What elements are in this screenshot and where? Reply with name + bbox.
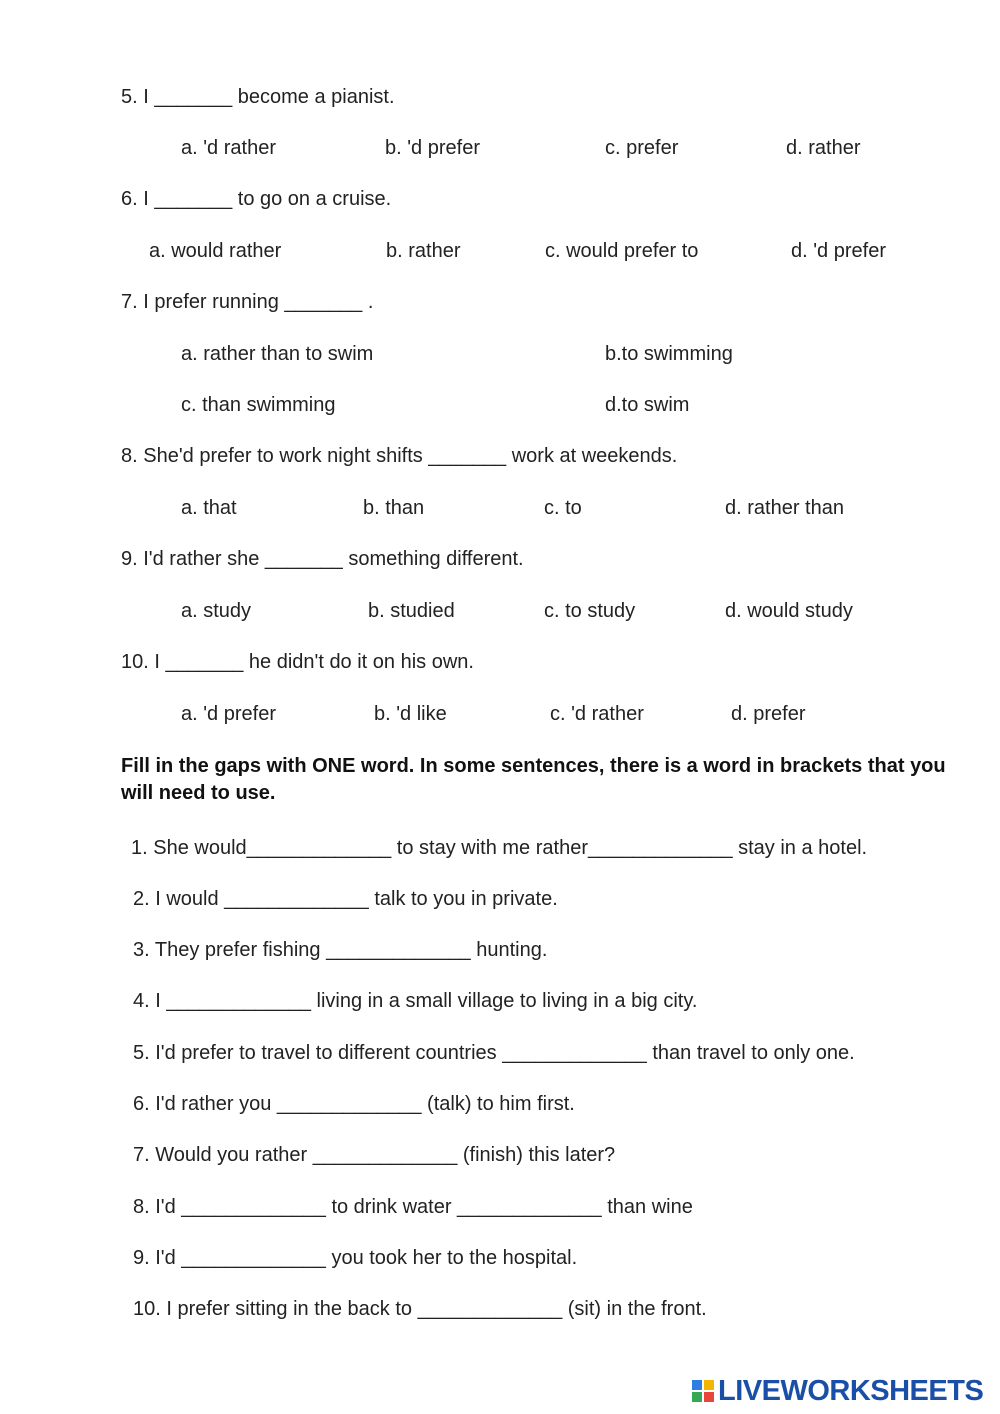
question-10-option-a[interactable]: a. 'd prefer xyxy=(181,703,276,725)
liveworksheets-logo xyxy=(692,1376,983,1406)
question-6-option-c[interactable]: c. would prefer to xyxy=(545,240,699,262)
question-8-option-a[interactable]: a. that xyxy=(181,497,237,519)
question-5-option-d[interactable]: d. rather xyxy=(786,137,861,159)
logo-square-green xyxy=(692,1392,702,1402)
fill-item-5[interactable]: 5. I'd prefer to travel to different countries _____________ than travel to only one. xyxy=(133,1042,855,1064)
question-10-option-b[interactable]: b. 'd like xyxy=(374,703,447,725)
question-9-option-a[interactable]: a. study xyxy=(181,600,252,622)
question-5-option-a[interactable]: a. 'd rather xyxy=(181,137,276,159)
question-7-option-a[interactable]: a. rather than to swim xyxy=(181,343,374,365)
question-9-stem: 9. I'd rather she _______ something different. xyxy=(121,548,524,570)
fill-item-3[interactable]: 3. They prefer fishing _____________ hunting. xyxy=(133,939,548,961)
question-7-stem: 7. I prefer running _______ . xyxy=(121,291,374,313)
question-9-option-d[interactable]: d. would study xyxy=(725,600,853,622)
question-5-option-b[interactable]: b. 'd prefer xyxy=(385,137,480,159)
question-10-stem: 10. I _______ he didn't do it on his own. xyxy=(121,651,474,673)
question-6-option-a[interactable]: a. would rather xyxy=(149,240,282,262)
question-6-option-d[interactable]: d. 'd prefer xyxy=(791,240,886,262)
fill-item-1[interactable]: 1. She would_____________ to stay with me rather_____________ stay in a hotel. xyxy=(131,837,868,859)
logo-text: LIVEWORKSHEETS xyxy=(718,1374,984,1407)
fill-item-8[interactable]: 8. I'd _____________ to drink water _____________ than wine xyxy=(133,1196,693,1218)
logo-mark-icon xyxy=(692,1380,714,1402)
question-7-option-c[interactable]: c. than swimming xyxy=(181,394,336,416)
fill-item-2[interactable]: 2. I would _____________ talk to you in private. xyxy=(133,888,558,910)
question-8-option-b[interactable]: b. than xyxy=(363,497,425,519)
question-9-option-b[interactable]: b. studied xyxy=(368,600,455,622)
logo-square-blue xyxy=(692,1380,702,1390)
fill-item-7[interactable]: 7. Would you rather _____________ (finish) this later? xyxy=(133,1144,616,1166)
question-6-option-b[interactable]: b. rather xyxy=(386,240,461,262)
question-8-option-c[interactable]: c. to xyxy=(544,497,582,519)
fill-item-6[interactable]: 6. I'd rather you _____________ (talk) to him first. xyxy=(133,1093,575,1115)
fill-item-4[interactable]: 4. I _____________ living in a small village to living in a big city. xyxy=(133,990,698,1012)
fill-gaps-instruction: Fill in the gaps with ONE word. In some sentences, there is a word in brackets that you will need to use. xyxy=(121,755,946,804)
question-5-stem: 5. I _______ become a pianist. xyxy=(121,86,395,108)
question-7-option-d[interactable]: d.to swim xyxy=(605,394,690,416)
question-7-option-b[interactable]: b.to swimming xyxy=(605,343,733,365)
fill-item-10[interactable]: 10. I prefer sitting in the back to _____________ (sit) in the front. xyxy=(133,1298,707,1320)
question-8-option-d[interactable]: d. rather than xyxy=(725,497,844,519)
question-10-option-d[interactable]: d. prefer xyxy=(731,703,806,725)
fill-item-9[interactable]: 9. I'd _____________ you took her to the hospital. xyxy=(133,1247,578,1269)
question-6-stem: 6. I _______ to go on a cruise. xyxy=(121,188,392,210)
question-8-stem: 8. She'd prefer to work night shifts _______ work at weekends. xyxy=(121,445,678,467)
logo-square-yellow xyxy=(704,1380,714,1390)
question-5-option-c[interactable]: c. prefer xyxy=(605,137,679,159)
logo-square-red xyxy=(704,1392,714,1402)
question-9-option-c[interactable]: c. to study xyxy=(544,600,636,622)
question-10-option-c[interactable]: c. 'd rather xyxy=(550,703,644,725)
